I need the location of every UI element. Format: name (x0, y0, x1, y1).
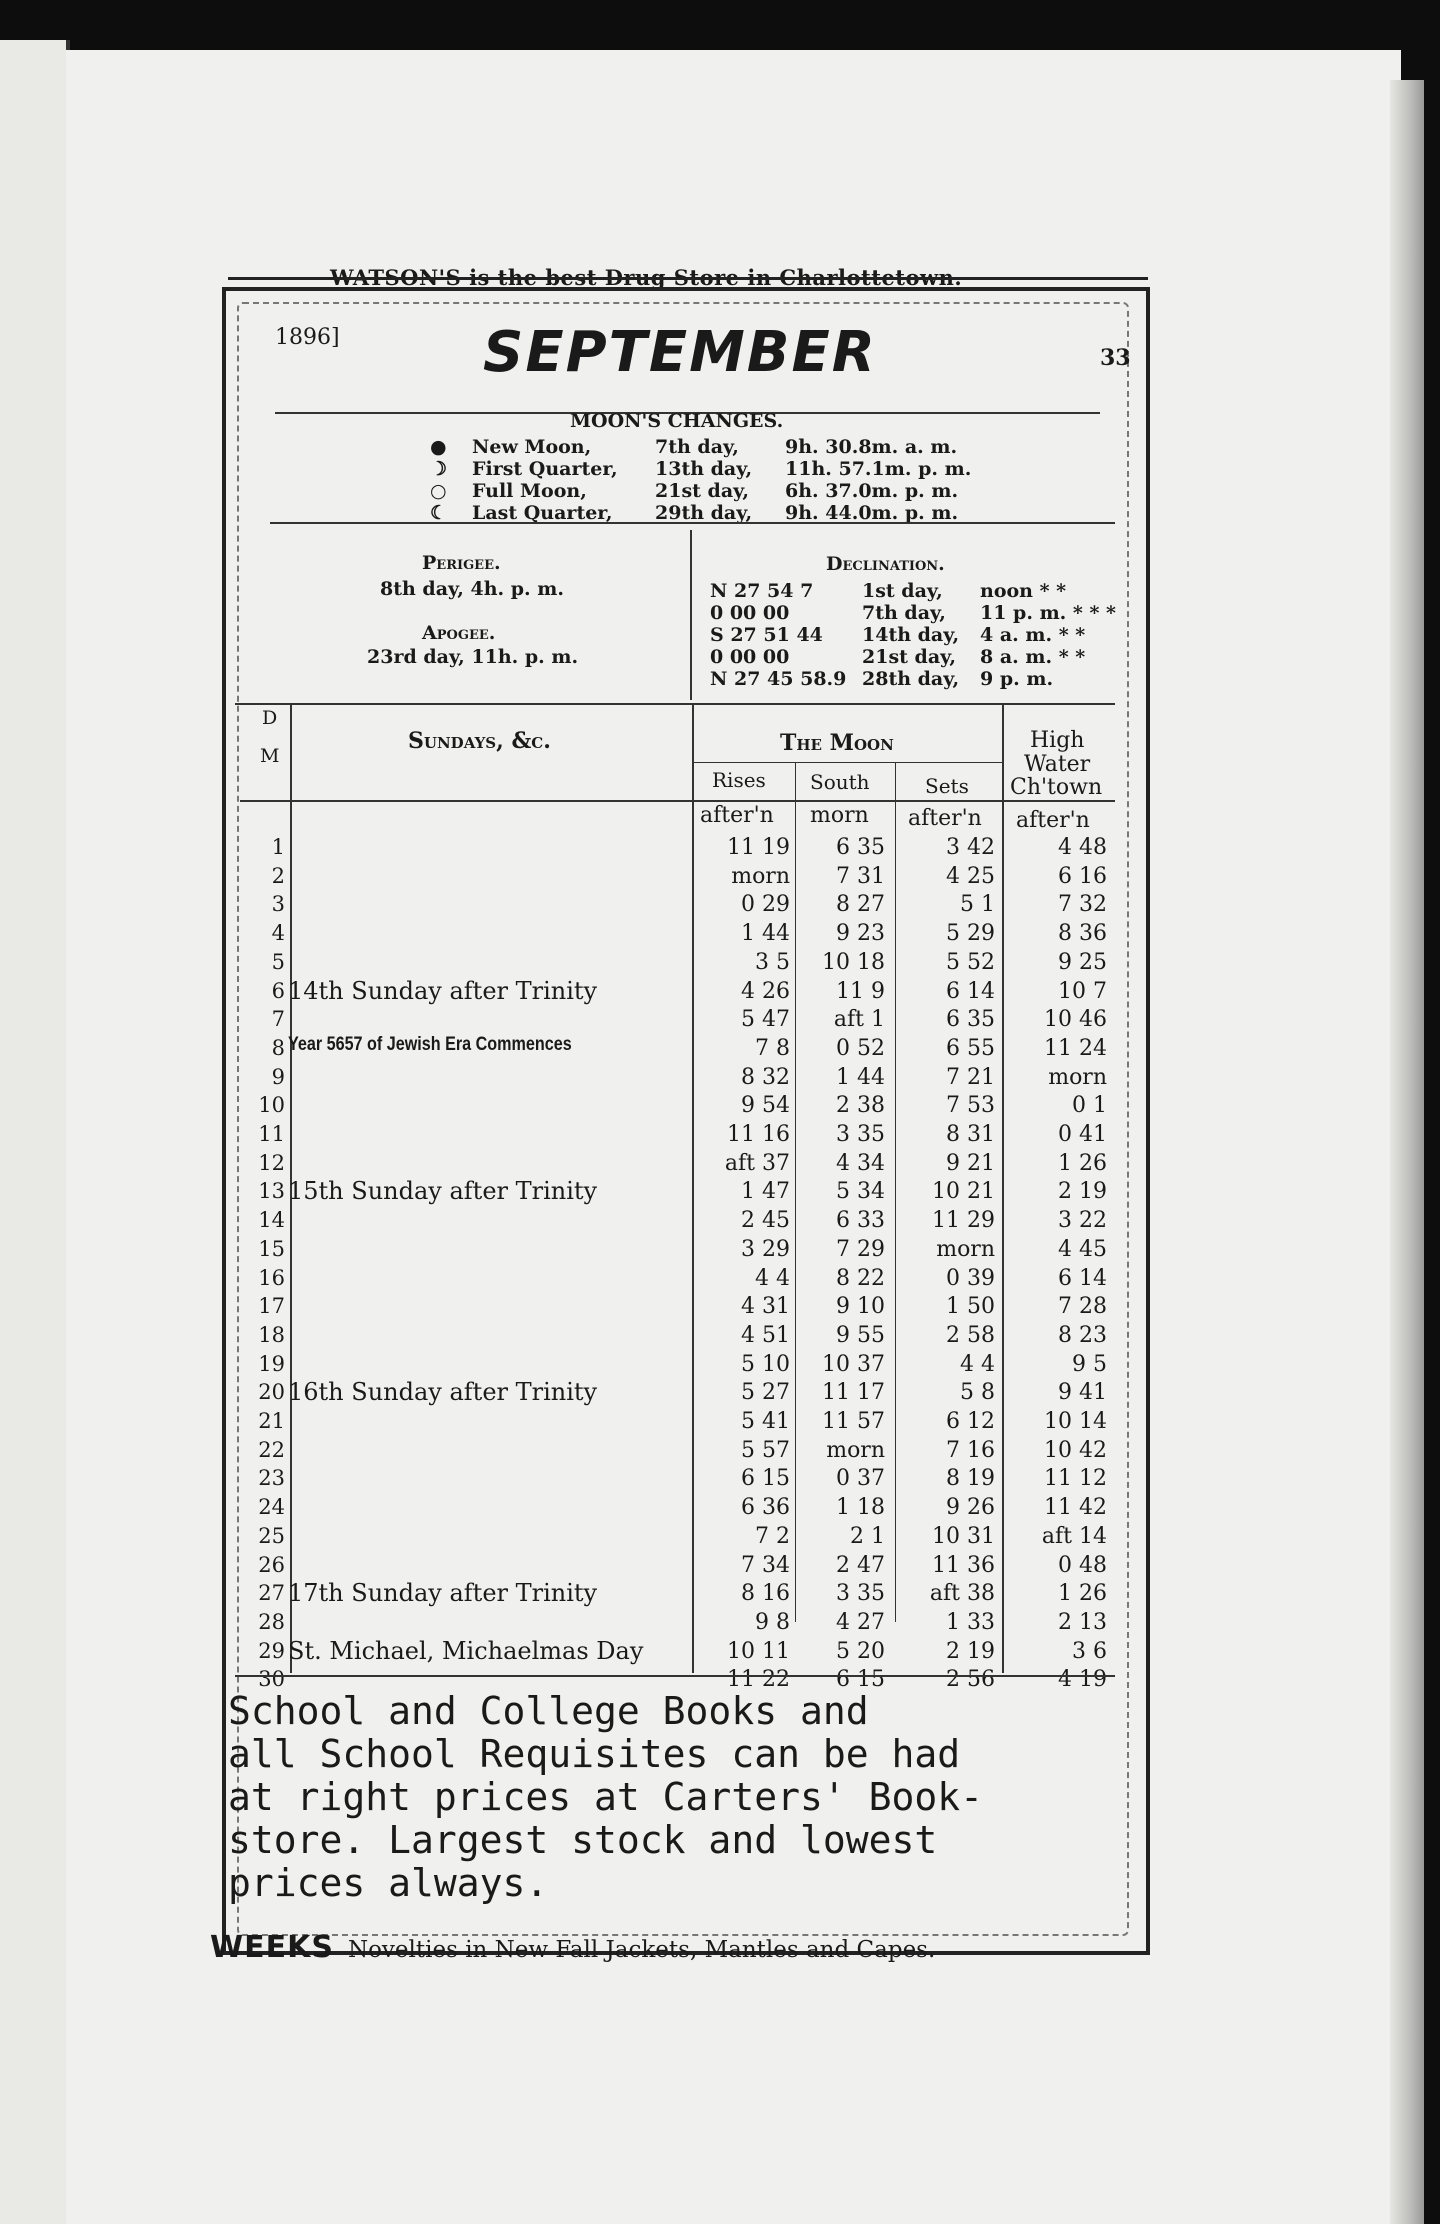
right-page-edge (1390, 80, 1424, 2224)
moon-set-time: 10 21 (932, 1179, 995, 1205)
moon-south-time: 9 10 (836, 1294, 885, 1320)
moon-south-time: 7 31 (836, 863, 885, 889)
moon-set-time: 8 31 (946, 1122, 995, 1147)
moon-set-time: 11 36 (932, 1552, 995, 1578)
day-number: 14 (258, 1208, 285, 1233)
moon-set-time: 2 58 (946, 1322, 995, 1348)
moon-south-time: 11 57 (822, 1409, 885, 1434)
moon-south-time: 7 29 (836, 1236, 885, 1262)
moon-south-time: 2 38 (836, 1093, 885, 1119)
moon-phase-time: 6h. 37.0m. p. m. (785, 480, 959, 502)
day-number: 24 (258, 1495, 285, 1520)
moon-set-time: 7 21 (946, 1064, 995, 1090)
moon-set-time: 6 55 (946, 1035, 995, 1061)
moon-south-time: 2 47 (836, 1552, 885, 1578)
high-water-time: 7 32 (1058, 892, 1107, 918)
moon-set-time: 7 53 (946, 1093, 995, 1119)
day-number: 28 (258, 1609, 285, 1634)
high-water-time: 2 13 (1058, 1609, 1107, 1635)
col-high-header-3: Ch'town (1010, 775, 1103, 800)
day-number: 18 (258, 1322, 285, 1347)
declination-time: 4 a. m. * * (980, 624, 1086, 646)
moon-rise-time: 5 57 (741, 1437, 790, 1463)
day-number: 11 (258, 1122, 285, 1146)
declination-day: 21st day, (862, 646, 956, 668)
moon-rise-time: 2 45 (741, 1208, 790, 1234)
moon-rise-time: 4 31 (741, 1294, 790, 1320)
moon-south-time: 5 20 (836, 1638, 885, 1664)
high-water-time: morn (1048, 1064, 1107, 1090)
year-label: 1896] (275, 325, 340, 350)
top-advertisement: WATSON'S is the best Drug Store in Charlottetown. (330, 265, 963, 290)
high-water-time: 1 26 (1058, 1581, 1107, 1607)
moon-set-time: 1 33 (946, 1609, 995, 1635)
high-water-time: 9 41 (1058, 1380, 1107, 1406)
day-number: 12 (258, 1150, 285, 1175)
moon-phase-day: 29th day, (655, 502, 753, 524)
divider (235, 703, 1115, 705)
moon-phase-icon: ☾ (430, 502, 448, 524)
sunday-observance: 17th Sunday after Trinity (288, 1579, 598, 1608)
moon-set-time: 5 8 (960, 1380, 995, 1406)
bookstore-advertisement: School and College Books and all School Requisites can be had at right prices at Carters' Book- store. Largest stock and lowest prices always. (228, 1689, 983, 1905)
day-number: 4 (271, 921, 285, 946)
moon-south-time: 11 17 (822, 1380, 885, 1406)
moon-south-time: 8 22 (836, 1265, 885, 1291)
moon-south-time: morn (826, 1437, 885, 1463)
moon-set-time: 6 35 (946, 1007, 995, 1033)
high-water-time: 9 25 (1058, 949, 1107, 975)
moon-phase-name: First Quarter, (472, 458, 618, 480)
day-number: 23 (258, 1466, 285, 1491)
day-number: 10 (258, 1093, 285, 1118)
moon-phase-name: New Moon, (472, 436, 592, 458)
moon-rise-time: 4 26 (741, 978, 790, 1004)
day-number: 29 (258, 1638, 285, 1663)
moon-set-time: 4 25 (946, 863, 995, 889)
moon-phase-name: Last Quarter, (472, 502, 613, 524)
declination-time: noon * * (980, 580, 1067, 602)
high-water-time: 1 26 (1058, 1150, 1107, 1176)
perigee-label: Perigee. (422, 552, 501, 574)
day-number: 27 (258, 1581, 285, 1606)
section-divider (690, 530, 692, 700)
moon-rise-time: 5 10 (741, 1351, 790, 1377)
moon-south-time: 6 35 (836, 835, 885, 860)
moon-south-time: aft 1 (833, 1007, 885, 1033)
declination-time: 11 p. m. * * * (980, 602, 1116, 624)
high-water-time: 3 22 (1058, 1208, 1107, 1234)
high-unit: after'n (1016, 808, 1090, 833)
high-water-time: 8 23 (1058, 1322, 1107, 1348)
day-number: 22 (258, 1437, 285, 1462)
divider (692, 762, 1002, 763)
col-d-header: D (262, 707, 278, 729)
high-water-time: 6 16 (1058, 863, 1107, 889)
day-number: 25 (258, 1523, 285, 1548)
moon-rise-time: 7 8 (755, 1035, 790, 1061)
moon-south-time: 1 18 (836, 1495, 885, 1521)
bottom-advertisement (210, 1930, 935, 1965)
moon-rise-time: 8 16 (741, 1581, 790, 1607)
moon-south-time: 8 27 (836, 892, 885, 918)
apogee-label: Apogee. (422, 622, 496, 644)
moon-south-time: 4 27 (836, 1609, 885, 1635)
moon-rise-time: 9 8 (755, 1609, 790, 1635)
declination-value: 0 00 00 (710, 602, 790, 624)
moon-rise-time: 5 41 (741, 1409, 790, 1434)
day-number: 26 (258, 1552, 285, 1577)
moon-rise-time: 1 44 (741, 921, 790, 947)
top-rule (228, 277, 1148, 280)
moon-south-time: 9 23 (836, 921, 885, 947)
moon-south-time: 11 9 (836, 978, 885, 1004)
moon-south-time: 1 44 (836, 1064, 885, 1090)
day-number: 9 (271, 1064, 285, 1089)
moon-phase-name: Full Moon, (472, 480, 587, 502)
day-number: 1 (271, 835, 285, 859)
high-water-time: 0 48 (1058, 1552, 1107, 1578)
moon-phase-icon: ☽ (430, 458, 448, 480)
moon-set-time: 2 19 (946, 1638, 995, 1664)
moon-set-time: 11 29 (932, 1208, 995, 1234)
month-title: SEPTEMBER (483, 320, 877, 385)
moon-set-time: 2 56 (946, 1667, 995, 1693)
high-water-time: 4 45 (1058, 1236, 1107, 1262)
high-water-time: 2 19 (1058, 1179, 1107, 1205)
day-number: 7 (271, 1007, 285, 1032)
high-water-time: 3 6 (1072, 1638, 1107, 1664)
declination-day: 1st day, (862, 580, 943, 602)
high-water-time: 10 42 (1044, 1437, 1107, 1463)
left-page-edge (0, 40, 70, 2224)
rises-unit: after'n (700, 803, 774, 828)
moon-set-time: 6 12 (946, 1409, 995, 1434)
high-water-time: 11 24 (1044, 1035, 1107, 1061)
moon-set-time: 8 19 (946, 1466, 995, 1492)
high-water-time: 7 28 (1058, 1294, 1107, 1320)
moon-south-time: 9 55 (836, 1322, 885, 1348)
apogee-value: 23rd day, 11h. p. m. (367, 646, 579, 668)
moon-set-time: aft 38 (929, 1581, 995, 1607)
col-moon-header: The Moon (780, 730, 894, 756)
moon-phase-time: 9h. 30.8m. a. m. (785, 436, 958, 458)
moon-set-time: 1 50 (946, 1294, 995, 1320)
moon-rise-time: 11 16 (727, 1122, 790, 1147)
day-number: 3 (271, 892, 285, 917)
moon-rise-time: aft 37 (724, 1150, 790, 1176)
high-water-time: 10 7 (1058, 978, 1107, 1004)
declination-label: Declination. (826, 553, 945, 575)
declination-day: 14th day, (862, 624, 960, 646)
moon-set-time: 3 42 (946, 835, 995, 860)
declination-time: 9 p. m. (980, 668, 1054, 690)
declination-value: N 27 54 7 (710, 580, 814, 602)
divider (240, 800, 1115, 802)
high-water-time: 0 1 (1072, 1093, 1107, 1119)
moon-set-time: morn (936, 1236, 995, 1262)
declination-day: 28th day, (862, 668, 960, 690)
moon-south-time: 6 15 (836, 1667, 885, 1693)
col-high-header-1: High (1030, 728, 1085, 753)
col-south-header: South (810, 770, 870, 794)
sunday-observance: 15th Sunday after Trinity (288, 1177, 598, 1206)
moon-set-time: 5 1 (960, 892, 995, 918)
moon-rise-time: 4 51 (741, 1322, 790, 1348)
moon-set-time: 0 39 (946, 1265, 995, 1291)
high-water-time: 6 14 (1058, 1265, 1107, 1291)
moon-phase-time: 11h. 57.1m. p. m. (785, 458, 972, 480)
moon-set-time: 10 31 (932, 1523, 995, 1549)
day-number: 13 (258, 1179, 285, 1204)
high-water-time: 4 48 (1058, 835, 1107, 860)
day-number: 2 (271, 863, 285, 888)
bottom-ad-brand: WEEKS (210, 1930, 334, 1965)
moon-rise-time: 3 5 (755, 949, 790, 975)
moon-phase-time: 9h. 44.0m. p. m. (785, 502, 959, 524)
day-number: 21 (258, 1409, 285, 1433)
sunday-observance: 14th Sunday after Trinity (288, 976, 598, 1005)
moon-rise-time: 1 47 (741, 1179, 790, 1205)
declination-value: N 27 45 58.9 (710, 668, 847, 690)
day-number: 6 (271, 978, 285, 1003)
high-water-time: 9 5 (1072, 1351, 1107, 1377)
moon-rise-time: 8 32 (741, 1064, 790, 1090)
moon-rise-time: 0 29 (741, 892, 790, 918)
moon-rise-time: 11 19 (727, 835, 790, 860)
moon-south-time: 4 34 (836, 1150, 885, 1176)
moon-set-time: 4 4 (960, 1351, 995, 1377)
moon-rise-time: 7 2 (755, 1523, 790, 1549)
high-water-time: aft 14 (1041, 1523, 1107, 1549)
sets-unit: after'n (908, 806, 982, 831)
moon-rise-time: 6 15 (741, 1466, 790, 1492)
sunday-observance: Year 5657 of Jewish Era Commences (288, 1033, 572, 1055)
perigee-value: 8th day, 4h. p. m. (380, 578, 564, 600)
south-unit: morn (810, 803, 869, 828)
moon-rise-time: 5 47 (741, 1007, 790, 1033)
col-m-header: M (260, 745, 280, 767)
moon-south-time: 0 37 (836, 1466, 885, 1492)
moon-set-time: 7 16 (946, 1437, 995, 1463)
moon-rise-time: 11 22 (727, 1667, 790, 1693)
moon-rise-time: 4 4 (755, 1265, 790, 1291)
high-water-time: 11 12 (1044, 1466, 1107, 1492)
moon-phase-day: 13th day, (655, 458, 753, 480)
moon-set-time: 5 29 (946, 921, 995, 947)
high-water-time: 0 41 (1058, 1122, 1107, 1147)
moon-rise-time: 9 54 (741, 1093, 790, 1119)
high-water-time: 4 19 (1058, 1667, 1107, 1693)
moon-rise-time: 7 34 (741, 1552, 790, 1578)
moon-phase-icon: ● (430, 436, 447, 458)
moon-south-time: 10 37 (822, 1351, 885, 1377)
day-number: 19 (258, 1351, 285, 1376)
col-sundays-header: Sundays, &c. (408, 728, 551, 754)
moon-south-time: 3 35 (836, 1581, 885, 1607)
moon-rise-time: morn (731, 863, 790, 889)
page-number: 33 (1100, 345, 1131, 371)
day-number: 8 (271, 1035, 285, 1060)
moon-south-time: 6 33 (836, 1208, 885, 1234)
col-high-header-2: Water (1024, 752, 1091, 777)
declination-day: 7th day, (862, 602, 946, 624)
moon-rise-time: 5 27 (741, 1380, 790, 1406)
moon-south-time: 2 1 (850, 1523, 885, 1549)
moon-set-time: 9 21 (946, 1150, 995, 1176)
day-number: 20 (258, 1380, 285, 1405)
high-water-time: 10 14 (1044, 1409, 1107, 1434)
divider (235, 1675, 1115, 1677)
moon-set-time: 5 52 (946, 949, 995, 975)
moon-south-time: 0 52 (836, 1035, 885, 1061)
moon-rise-time: 3 29 (741, 1236, 790, 1262)
declination-time: 8 a. m. * * (980, 646, 1086, 668)
day-number: 16 (258, 1265, 285, 1290)
divider (270, 522, 1115, 524)
moon-changes-heading: MOON'S CHANGES. (570, 410, 784, 432)
bottom-ad-text: Novelties in New Fall Jackets, Mantles and Capes. (347, 1937, 936, 1963)
sunday-observance: 16th Sunday after Trinity (288, 1378, 598, 1407)
declination-value: S 27 51 44 (710, 624, 823, 646)
sunday-observance: St. Michael, Michaelmas Day (288, 1636, 644, 1665)
moon-rise-time: 10 11 (727, 1638, 790, 1664)
moon-south-time: 5 34 (836, 1179, 885, 1205)
moon-phase-day: 7th day, (655, 436, 739, 458)
day-number: 30 (258, 1667, 285, 1692)
moon-phase-day: 21st day, (655, 480, 749, 502)
col-rises-header: Rises (712, 768, 766, 792)
moon-set-time: 9 26 (946, 1495, 995, 1521)
moon-south-time: 3 35 (836, 1122, 885, 1147)
moon-set-time: 6 14 (946, 978, 995, 1004)
high-water-time: 11 42 (1044, 1495, 1107, 1521)
day-number: 17 (258, 1294, 285, 1319)
high-water-time: 10 46 (1044, 1007, 1107, 1033)
day-number: 15 (258, 1236, 285, 1261)
moon-phase-icon: ○ (430, 480, 447, 502)
moon-south-time: 10 18 (822, 949, 885, 975)
declination-value: 0 00 00 (710, 646, 790, 668)
moon-rise-time: 6 36 (741, 1495, 790, 1521)
day-number: 5 (271, 949, 285, 974)
high-water-time: 8 36 (1058, 921, 1107, 947)
col-sets-header: Sets (925, 774, 969, 798)
